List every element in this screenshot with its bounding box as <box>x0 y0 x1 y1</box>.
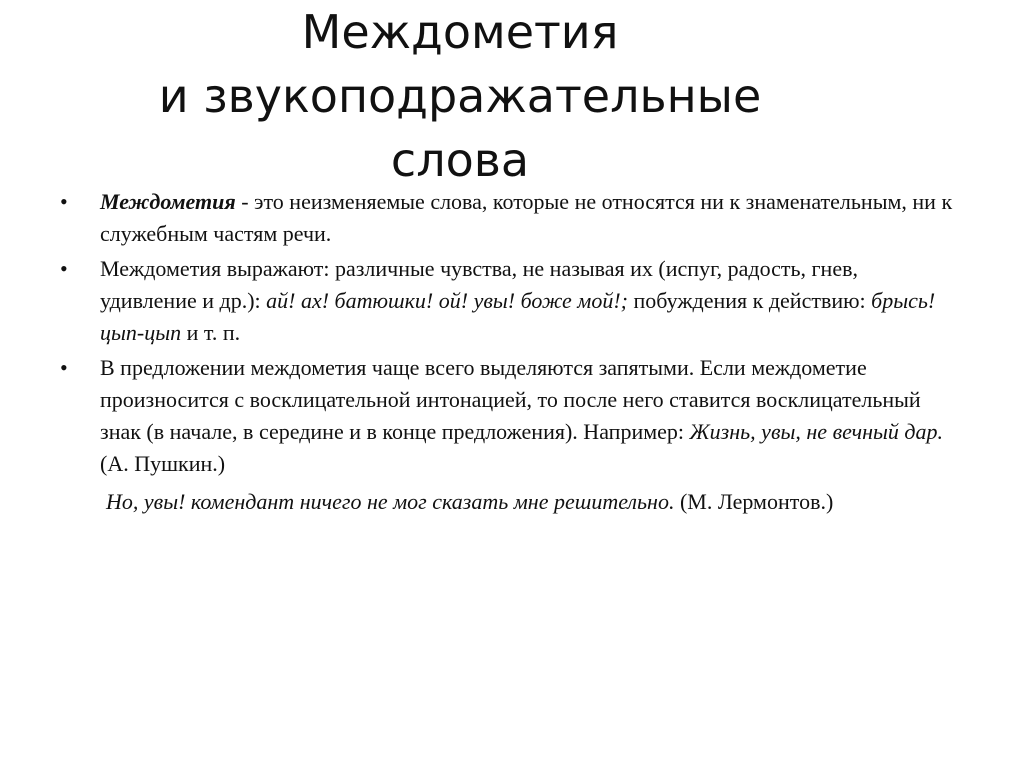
example-continuation <box>60 486 960 518</box>
title-line-2: и звукоподражательные <box>158 69 762 123</box>
bullet-list <box>60 186 960 518</box>
source-pushkin: (А. Пушкин.) <box>100 451 226 476</box>
punctuation-text: В предложении междометия чаще всего выделяются запятыми. Если междометие произносится с восклицательной интонацией, то после него ставится восклицательный знак (в начале, в середине и в конце предложения). Например: <box>100 355 921 444</box>
bullet-item-definition <box>60 186 960 250</box>
definition-text: - это неизменяемые слова, которые не относятся ни к знаменательным, ни к служебным частям речи. <box>100 189 953 246</box>
bullet-marker: • <box>60 189 68 214</box>
expression-text-1: Междометия выражают: различные чувства, не называя их (испуг, радость, гнев, удивление и др.): <box>100 256 858 313</box>
example-lermontov: Но, увы! комендант ничего не мог сказать мне решительно. <box>106 489 675 514</box>
source-lermontov: (М. Лермонтов.) <box>674 489 834 514</box>
example-pushkin: Жизнь, увы, не вечный дар. <box>689 419 944 444</box>
bullet-marker: • <box>60 355 68 380</box>
bullet-item-expression <box>60 253 960 349</box>
term-interjections: Междометия <box>100 189 236 214</box>
slide-title <box>100 0 820 192</box>
example-feelings: ай! ах! батюшки! ой! увы! боже мой!; <box>266 288 628 313</box>
expression-text-2: побуждения к действию: <box>627 288 872 313</box>
example-commands: брысь! цып-цып <box>100 288 936 345</box>
bullet-item-punctuation <box>60 352 960 480</box>
expression-text-3: и т. п. <box>181 320 241 345</box>
bullet-marker: • <box>60 256 68 281</box>
title-line-1: Междометия <box>301 5 619 59</box>
title-line-3: слова <box>390 133 530 187</box>
